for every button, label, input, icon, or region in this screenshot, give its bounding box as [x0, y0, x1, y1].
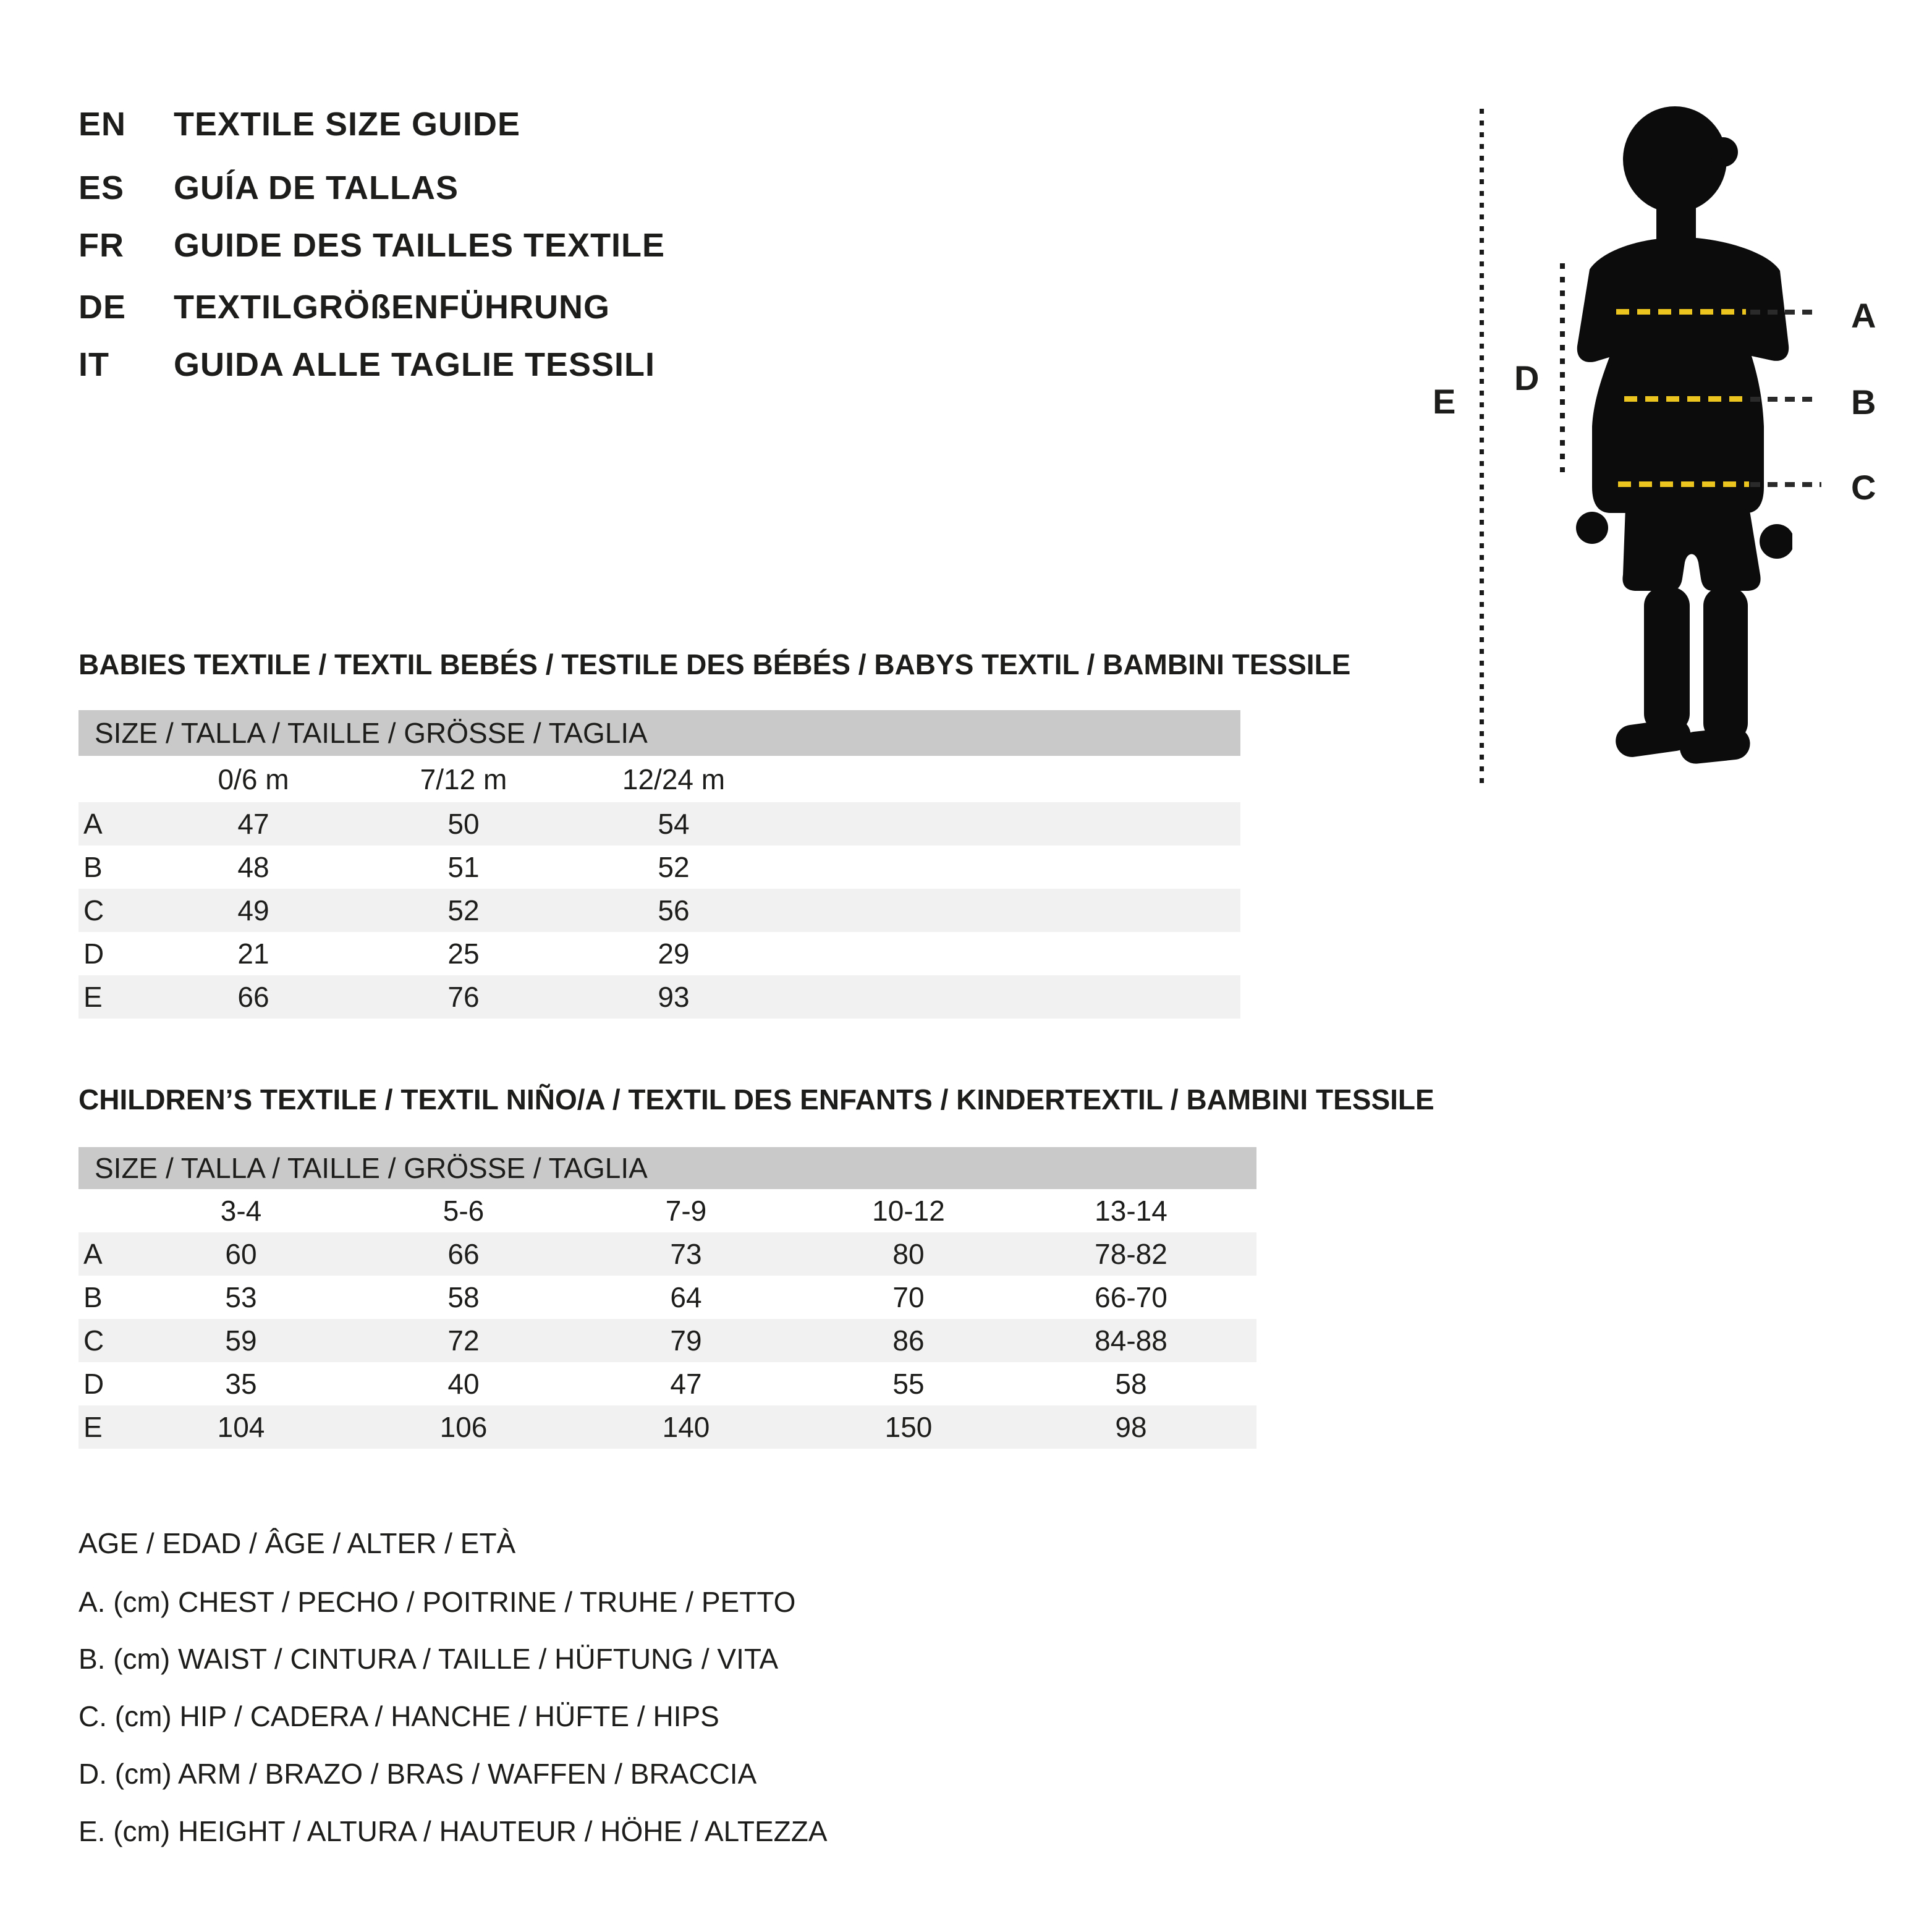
legend-line-5: E. (cm) HEIGHT / ALTURA / HAUTEUR / HÖHE / ALTEZZA: [78, 1815, 828, 1847]
children-table-row-b: [78, 1276, 1256, 1319]
children-size-header-bar: [78, 1147, 1256, 1189]
children-table-row-e: [78, 1405, 1256, 1449]
figure-label-c: C: [1851, 468, 1876, 507]
babies-section-title: BABIES TEXTILE / TEXTIL BEBÉS / TESTILE DES BÉBÉS / BABYS TEXTIL / BAMBINI TESSILE: [78, 648, 1351, 680]
babies-column-header-row: [78, 756, 1240, 802]
children-table-row-c: [78, 1319, 1256, 1362]
children-table-row-d: [78, 1362, 1256, 1405]
children-cell-value: 140: [662, 1411, 710, 1443]
children-cell-value: 79: [670, 1324, 702, 1357]
children-cell-value: 40: [447, 1368, 480, 1400]
children-column-header: 5-6: [443, 1195, 485, 1227]
height-dotted-line-e: [1480, 109, 1484, 784]
babies-cell-value: 56: [658, 894, 690, 926]
babies-cell-value: 52: [658, 851, 690, 883]
babies-cell-value: 29: [658, 938, 690, 970]
children-cell-value: 66-70: [1095, 1281, 1167, 1313]
children-cell-value: 70: [892, 1281, 925, 1313]
babies-table-row-b: [78, 845, 1240, 889]
children-row-letter: B: [83, 1281, 103, 1313]
child-silhouette-icon: [1564, 105, 1792, 766]
babies-size-header-label: SIZE / TALLA / TAILLE / GRÖSSE / TAGLIA: [95, 717, 648, 749]
children-cell-value: 106: [439, 1411, 488, 1443]
children-cell-value: 35: [225, 1368, 257, 1400]
guide-line-a: [1750, 310, 1820, 315]
children-cell-value: 98: [1115, 1411, 1147, 1443]
babies-table-row-c: [78, 889, 1240, 932]
figure-label-d: D: [1514, 358, 1540, 397]
language-code: IT: [78, 346, 109, 383]
hip-measure-line-c: [1618, 481, 1749, 487]
children-cell-value: 72: [447, 1324, 480, 1357]
children-column-header: 3-4: [220, 1195, 262, 1227]
language-guide-title: TEXTILGRÖßENFÜHRUNG: [174, 289, 610, 326]
language-code: ES: [78, 169, 125, 206]
figure-label-a: A: [1851, 296, 1876, 335]
children-cell-value: 59: [225, 1324, 257, 1357]
language-guide-title: GUIDA ALLE TAGLIE TESSILI: [174, 346, 655, 383]
babies-column-header: 7/12 m: [420, 763, 507, 795]
children-row-letter: E: [83, 1411, 103, 1443]
children-column-header: 13-14: [1095, 1195, 1167, 1227]
babies-cell-value: 52: [447, 894, 480, 926]
waist-measure-line-b: [1624, 396, 1745, 402]
language-row-it: [78, 345, 655, 385]
figure-label-e: E: [1433, 382, 1456, 421]
children-cell-value: 55: [892, 1368, 925, 1400]
children-cell-value: 84-88: [1095, 1324, 1167, 1357]
children-column-header-row: [78, 1189, 1256, 1232]
children-cell-value: 73: [670, 1238, 702, 1270]
babies-cell-value: 66: [237, 981, 269, 1013]
legend-line-3: C. (cm) HIP / CADERA / HANCHE / HÜFTE / HIPS: [78, 1700, 719, 1732]
children-cell-value: 53: [225, 1281, 257, 1313]
babies-row-letter: A: [83, 808, 103, 840]
children-cell-value: 80: [892, 1238, 925, 1270]
children-cell-value: 64: [670, 1281, 702, 1313]
babies-row-letter: B: [83, 851, 103, 883]
children-cell-value: 78-82: [1095, 1238, 1167, 1270]
children-table-row-a: [78, 1232, 1256, 1276]
language-guide-title: GUÍA DE TALLAS: [174, 169, 459, 206]
children-cell-value: 58: [447, 1281, 480, 1313]
children-section-title: CHILDREN’S TEXTILE / TEXTIL NIÑO/A / TEXTIL DES ENFANTS / KINDERTEXTIL / BAMBINI TESSILE: [78, 1083, 1434, 1116]
legend-line-2: B. (cm) WAIST / CINTURA / TAILLE / HÜFTUNG / VITA: [78, 1643, 779, 1675]
language-code: DE: [78, 289, 127, 326]
language-guide-title: GUIDE DES TAILLES TEXTILE: [174, 227, 666, 264]
babies-column-header: 0/6 m: [218, 763, 289, 795]
legend-line-1: A. (cm) CHEST / PECHO / POITRINE / TRUHE / PETTO: [78, 1586, 796, 1618]
babies-column-header: 12/24 m: [622, 763, 726, 795]
babies-table-row-a: [78, 802, 1240, 845]
children-cell-value: 47: [670, 1368, 702, 1400]
children-cell-value: 104: [217, 1411, 265, 1443]
children-cell-value: 58: [1115, 1368, 1147, 1400]
babies-cell-value: 25: [447, 938, 480, 970]
babies-size-header-bar: [78, 710, 1240, 756]
language-row-es: [78, 169, 459, 208]
babies-size-table: [78, 710, 1240, 1019]
children-cell-value: 60: [225, 1238, 257, 1270]
babies-cell-value: 47: [237, 808, 269, 840]
babies-cell-value: 51: [447, 851, 480, 883]
children-row-letter: A: [83, 1238, 103, 1270]
language-guide-title: TEXTILE SIZE GUIDE: [174, 106, 521, 143]
babies-cell-value: 93: [658, 981, 690, 1013]
children-size-header-label: SIZE / TALLA / TAILLE / GRÖSSE / TAGLIA: [95, 1152, 648, 1184]
children-column-header: 10-12: [872, 1195, 945, 1227]
children-cell-value: 150: [884, 1411, 933, 1443]
babies-cell-value: 54: [658, 808, 690, 840]
babies-cell-value: 21: [237, 938, 269, 970]
babies-cell-value: 49: [237, 894, 269, 926]
children-row-letter: D: [83, 1368, 104, 1400]
babies-row-letter: D: [83, 938, 104, 970]
babies-row-letter: E: [83, 981, 103, 1013]
language-row-de: [78, 288, 610, 328]
language-code: FR: [78, 227, 124, 264]
children-column-header: 7-9: [665, 1195, 707, 1227]
legend-line-0: AGE / EDAD / ÂGE / ALTER / ETÀ: [78, 1527, 516, 1559]
children-size-table: [78, 1147, 1256, 1449]
babies-cell-value: 76: [447, 981, 480, 1013]
children-row-letter: C: [83, 1324, 104, 1357]
babies-table-row-e: [78, 975, 1240, 1019]
babies-cell-value: 48: [237, 851, 269, 883]
babies-row-letter: C: [83, 894, 104, 926]
language-row-en: [78, 105, 520, 145]
children-cell-value: 66: [447, 1238, 480, 1270]
figure-label-b: B: [1851, 383, 1876, 422]
chest-measure-line-a: [1616, 309, 1746, 315]
children-cell-value: 86: [892, 1324, 925, 1357]
guide-line-c: [1750, 482, 1821, 487]
language-code: EN: [78, 106, 127, 143]
language-row-fr: [78, 226, 665, 266]
babies-cell-value: 50: [447, 808, 480, 840]
legend-line-4: D. (cm) ARM / BRAZO / BRAS / WAFFEN / BRACCIA: [78, 1758, 757, 1790]
guide-line-b: [1750, 397, 1820, 402]
babies-table-row-d: [78, 932, 1240, 975]
